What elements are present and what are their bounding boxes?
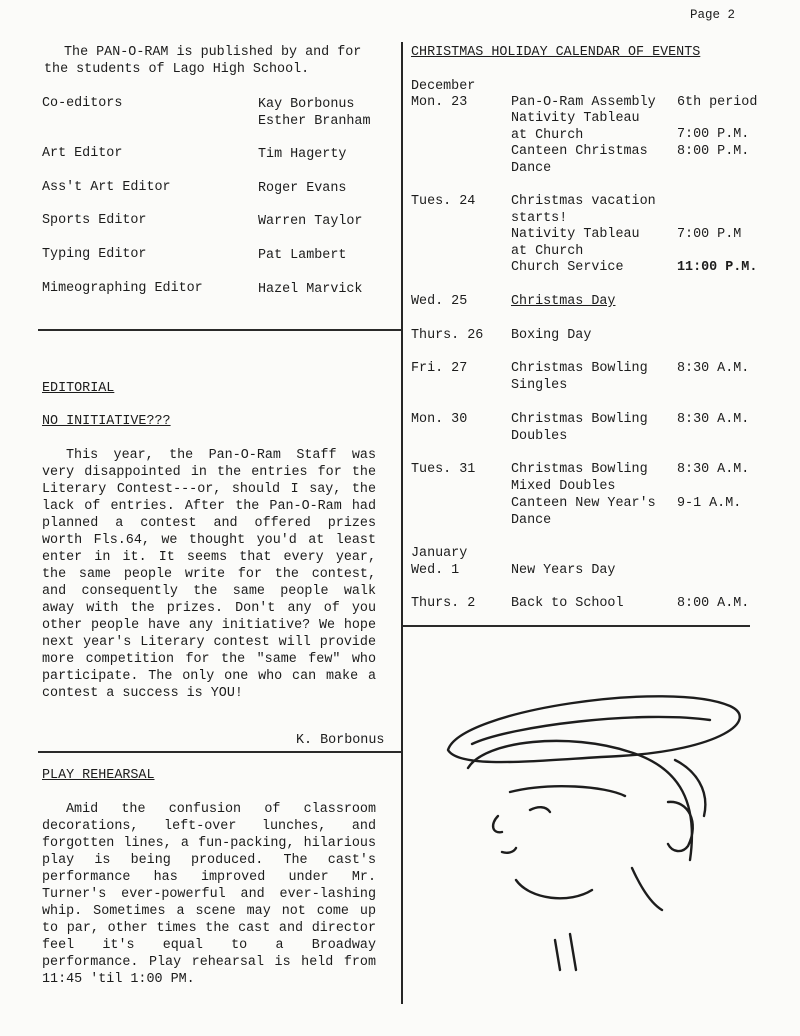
calendar-time: 8:30 A.M. <box>677 412 750 427</box>
staff-role: Typing Editor <box>42 247 147 262</box>
editorial-subheading: NO INITIATIVE??? <box>42 414 171 429</box>
month-label: December <box>411 79 476 94</box>
calendar-event: Christmas Bowling Doubles <box>511 412 648 444</box>
staff-role: Sports Editor <box>42 213 147 228</box>
mouth <box>502 848 516 853</box>
calendar-time: 9-1 A.M. <box>677 496 742 511</box>
brow <box>510 786 625 796</box>
masthead-line-1: The PAN-O-RAM is published by and for <box>64 45 362 60</box>
calendar-date: Fri. 27 <box>411 361 468 376</box>
calendar-time: 8:00 A.M. <box>677 596 750 611</box>
editorial-body: This year, the Pan-O-Ram Staff was very disappointed in the entries for the Literary Contest---or, should I say, the lack of entries. After the Pan-O-Ram had planned a contest and offered prizes worth Fls.64, we thought you'd at least enter in it. It seems that every year, the same people write for the contest, and consequently the same people walk away with the prizes. Don't any of you other people have any initiative? We hope next year's Literary contest will provide more competition for the "same few" who participate. The only one who can make a contest a success is YOU! <box>42 448 376 701</box>
calendar-date: Wed. 25 <box>411 294 468 309</box>
calendar-date: Mon. 30 <box>411 412 468 427</box>
section-divider <box>403 625 750 627</box>
play-heading: PLAY REHEARSAL <box>42 768 155 783</box>
staff-name: Pat Lambert <box>258 248 347 263</box>
halo-inner <box>472 717 710 744</box>
calendar-event: Boxing Day <box>511 328 592 343</box>
calendar-date: Mon. 23 <box>411 95 468 110</box>
masthead-line-2: the students of Lago High School. <box>44 62 310 77</box>
calendar-event: Pan-O-Ram Assembly <box>511 95 656 110</box>
collar-right <box>570 934 576 970</box>
nose <box>493 816 502 832</box>
eye <box>530 807 550 812</box>
calendar-time: 8:30 A.M. <box>677 462 750 477</box>
calendar-event: Nativity Tableau at Church <box>511 111 640 143</box>
staff-name: Kay Borbonus Esther Branham <box>258 97 371 129</box>
calendar-date: Wed. 1 <box>411 563 460 578</box>
staff-role: Ass't Art Editor <box>42 180 171 195</box>
calendar-date: Thurs. 26 <box>411 328 484 343</box>
editorial-heading: EDITORIAL <box>42 381 115 396</box>
calendar-date: Thurs. 2 <box>411 596 476 611</box>
staff-role: Mimeographing Editor <box>42 281 203 296</box>
calendar-event: Nativity Tableau at Church <box>511 227 640 259</box>
staff-name: Hazel Marvick <box>258 282 363 297</box>
calendar-title: CHRISTMAS HOLIDAY CALENDAR OF EVENTS <box>411 45 701 60</box>
calendar-event: Canteen Christmas Dance <box>511 144 648 176</box>
play-body: Amid the confusion of classroom decorations, left-over lunches, and forgotten lines, a fun-packing, hilarious play is being produced. The cast's performance has improved under Mr. Turner's ever-powerful and ever-lashing whip. Sometimes a scene may not come up to par, other times the cast and director feel it's equal to a Broadway performance. Play rehearsal is held from 11:45 'til 1:00 PM. <box>42 802 376 987</box>
calendar-time: 7:00 P.M. <box>677 127 750 142</box>
column-divider <box>401 42 403 1004</box>
calendar-time: 8:30 A.M. <box>677 361 750 376</box>
staff-name: Roger Evans <box>258 181 347 196</box>
calendar-time: 11:00 P.M. <box>677 260 758 275</box>
calendar-date: Tues. 24 <box>411 194 476 209</box>
calendar-event: Christmas Day <box>511 294 616 309</box>
calendar-event: Christmas Bowling Singles <box>511 361 648 393</box>
staff-role: Art Editor <box>42 146 123 161</box>
calendar-time: 7:00 P.M <box>677 227 742 242</box>
calendar-event: Christmas vacation starts! <box>511 194 656 226</box>
staff-name: Tim Hagerty <box>258 147 347 162</box>
angel-head-sketch <box>420 640 790 1000</box>
month-label: January <box>411 546 468 561</box>
calendar-event: New Years Day <box>511 563 616 578</box>
collar-left <box>555 940 560 970</box>
calendar-event: Christmas Bowling Mixed Doubles <box>511 462 648 494</box>
section-divider <box>38 329 401 331</box>
calendar-time: 8:00 P.M. <box>677 144 750 159</box>
staff-role: Co-editors <box>42 96 123 111</box>
calendar-event: Canteen New Year's Dance <box>511 496 656 528</box>
section-divider <box>38 751 401 753</box>
page-number: Page 2 <box>690 8 736 22</box>
jaw <box>516 880 592 898</box>
calendar-event: Back to School <box>511 596 624 611</box>
editorial-signature: K. Borbonus <box>296 733 385 748</box>
calendar-time: 6th period <box>677 95 758 110</box>
calendar-event: Church Service <box>511 260 624 275</box>
staff-name: Warren Taylor <box>258 214 363 229</box>
calendar-date: Tues. 31 <box>411 462 476 477</box>
neck-right <box>632 868 662 910</box>
